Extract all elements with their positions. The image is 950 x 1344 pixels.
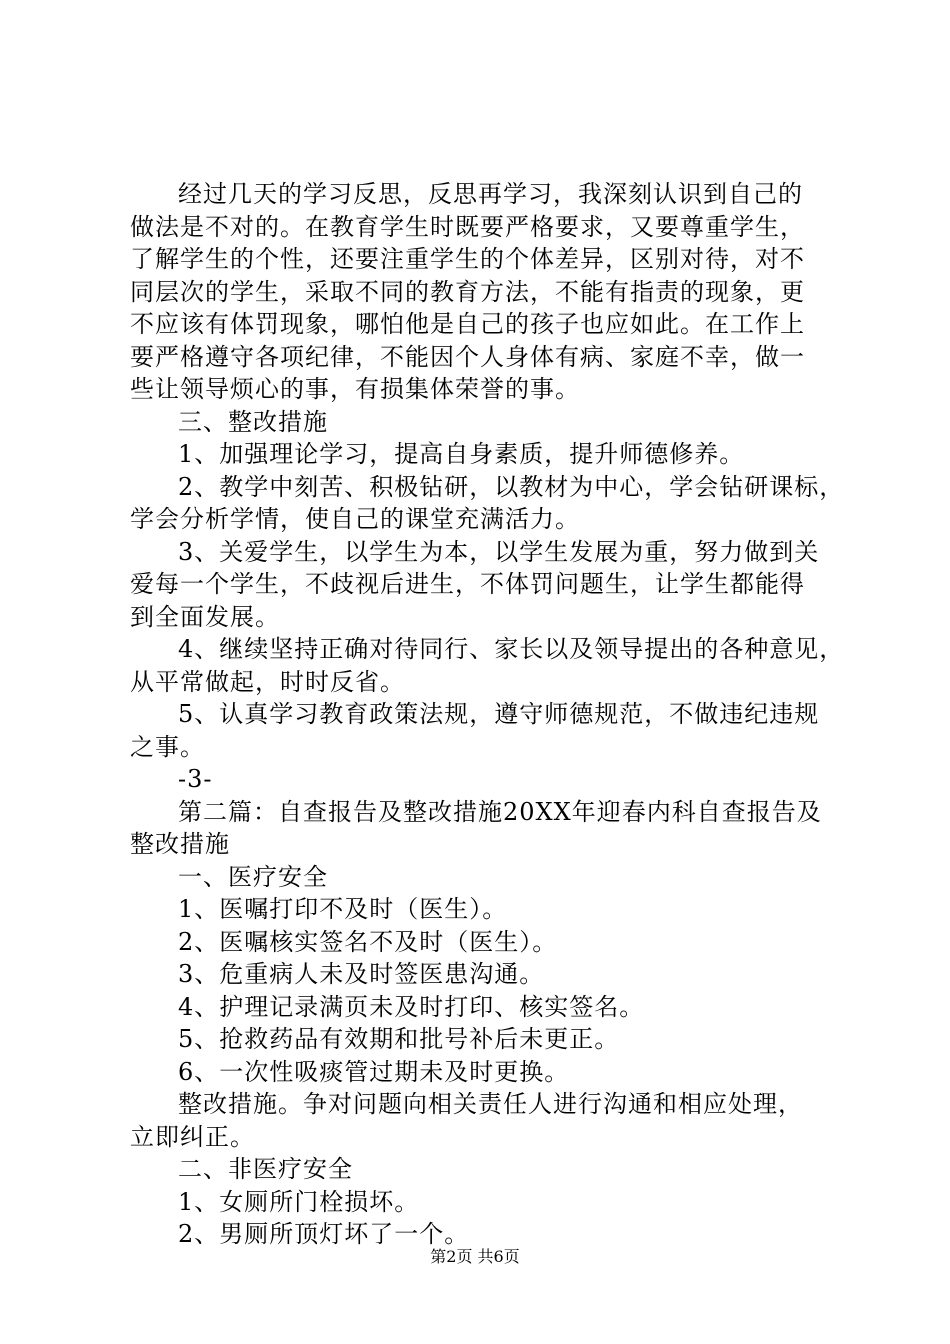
text-line: 经过几天的学习反思，反思再学习，我深刻认识到自己的 bbox=[178, 180, 803, 208]
text-line: 些让领导烦心的事，有损集体荣誉的事。 bbox=[130, 375, 580, 403]
text-line: 一、医疗安全 bbox=[178, 862, 328, 891]
text-line: 3、关爱学生，以学生为本，以学生发展为重，努力做到关 bbox=[178, 537, 820, 566]
text-line: 学会分析学情，使自己的课堂充满活力。 bbox=[130, 505, 580, 533]
text-line: 3、危重病人未及时签医患沟通。 bbox=[178, 960, 545, 988]
text-line: 5、抢救药品有效期和批号补后未更正。 bbox=[178, 1025, 620, 1053]
text-line: 2、医嘱核实签名不及时（医生）。 bbox=[178, 927, 558, 956]
text-line: 三、整改措施 bbox=[178, 407, 328, 436]
document-body bbox=[130, 178, 845, 1251]
text-line: 1、加强理论学习，提高自身素质，提升师德修养。 bbox=[178, 440, 745, 468]
text-line: 做法是不对的。在教育学生时既要严格要求，又要尊重学生， bbox=[130, 212, 805, 241]
text-line: 2、教学中刻苦、积极钻研，以教材为中心，学会钻研课标， bbox=[178, 472, 845, 501]
text-line: -3- bbox=[178, 765, 213, 793]
text-line: 了解学生的个性，还要注重学生的个体差异，区别对待，对不 bbox=[130, 245, 805, 273]
text-line: 爱每一个学生，不歧视后进生，不体罚问题生，让学生都能得 bbox=[130, 570, 805, 598]
text-line: 1、医嘱打印不及时（医生）。 bbox=[178, 895, 508, 923]
text-line: 整改措施。争对问题向相关责任人进行沟通和相应处理， bbox=[178, 1090, 803, 1118]
text-line: 二、非医疗安全 bbox=[178, 1155, 353, 1183]
text-line: 1、女厕所门栓损坏。 bbox=[178, 1187, 420, 1216]
text-line: 2、男厕所顶灯坏了一个。 bbox=[178, 1220, 470, 1248]
text-line: 整改措施 bbox=[130, 830, 230, 858]
text-line: 不应该有体罚现象，哪怕他是自己的孩子也应如此。在工作上 bbox=[130, 310, 805, 338]
text-line: 6、一次性吸痰管过期未及时更换。 bbox=[178, 1057, 570, 1086]
text-line: 到全面发展。 bbox=[130, 602, 280, 631]
text-line: 5、认真学习教育政策法规，遵守师德规范，不做违纪违规 bbox=[178, 700, 820, 728]
text-line: 4、护理记录满页未及时打印、核实签名。 bbox=[178, 992, 645, 1021]
text-line: 要严格遵守各项纪律，不能因个人身体有病、家庭不幸，做一 bbox=[130, 342, 805, 371]
text-line: 立即纠正。 bbox=[130, 1122, 255, 1151]
text-line: 之事。 bbox=[130, 732, 205, 761]
text-line: 第二篇：自查报告及整改措施20XX年迎春内科自查报告及 bbox=[178, 797, 822, 826]
text-line: 4、继续坚持正确对待同行、家长以及领导提出的各种意见， bbox=[178, 635, 845, 663]
text-line: 从平常做起，时时反省。 bbox=[130, 667, 405, 696]
text-line: 同层次的学生，采取不同的教育方法，不能有指责的现象，更 bbox=[130, 277, 805, 306]
page-footer: 第2页 共6页 bbox=[430, 1247, 520, 1266]
